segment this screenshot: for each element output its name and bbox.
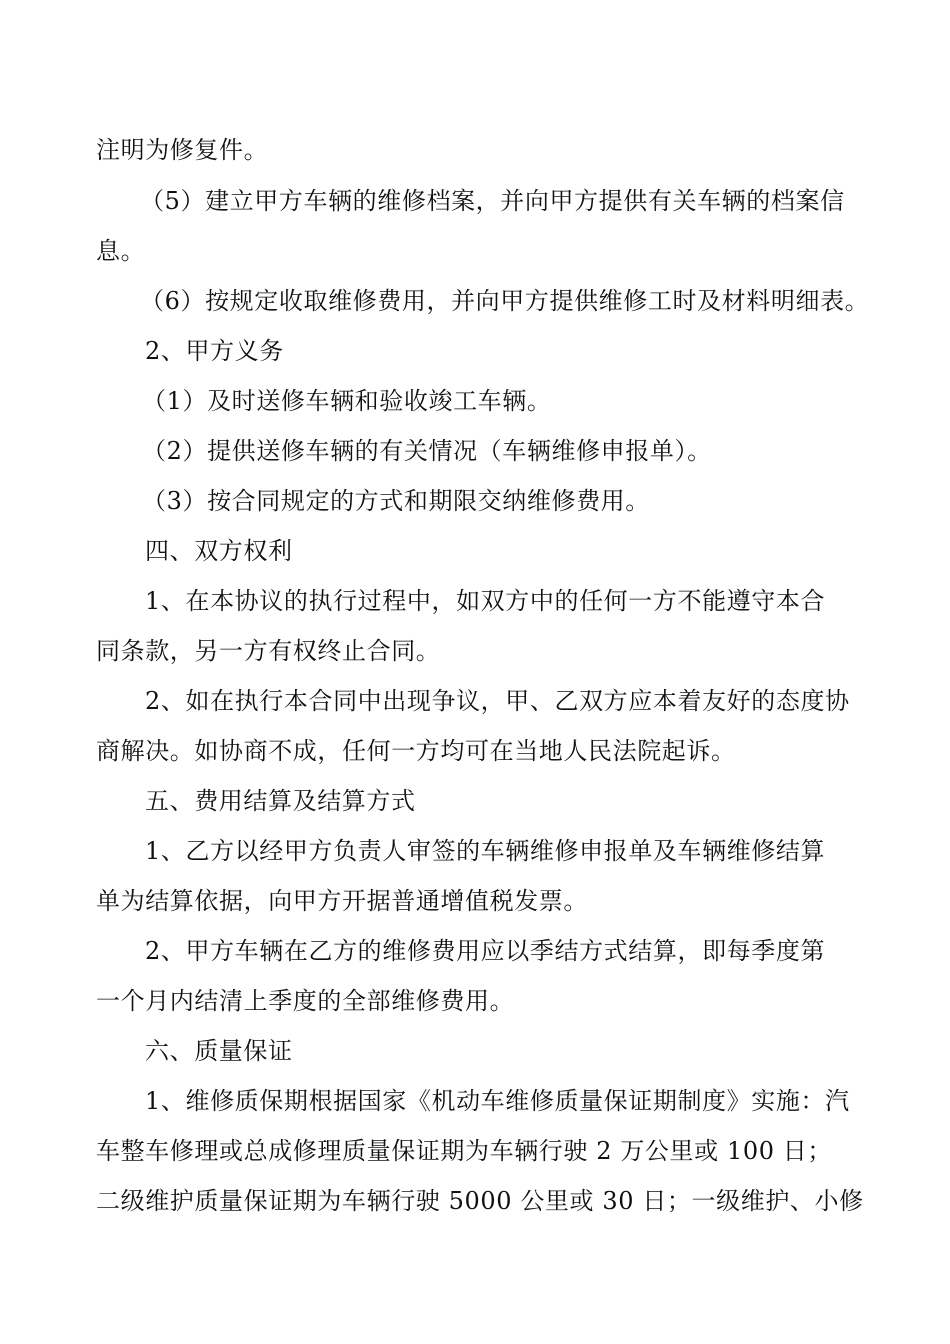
section-heading: 六、质量保证 <box>145 1037 293 1065</box>
text-line: 同条款，另一方有权终止合同。 <box>96 637 441 665</box>
text-line: 一个月内结清上季度的全部维修费用。 <box>96 987 515 1015</box>
text-line: 2、甲方车辆在乙方的维修费用应以季结方式结算，即每季度第 <box>145 937 826 965</box>
text-line: （5）建立甲方车辆的维修档案，并向甲方提供有关车辆的档案信 <box>140 187 845 215</box>
text-line: （1）及时送修车辆和验收竣工车辆。 <box>142 387 552 415</box>
text-line: 注明为修复件。 <box>96 136 269 164</box>
text-line: 1、乙方以经甲方负责人审签的车辆维修申报单及车辆维修结算 <box>145 837 826 865</box>
text-line: 车整车修理或总成修理质量保证期为车辆行驶 2 万公里或 100 日； <box>96 1137 832 1165</box>
text-line: （6）按规定收取维修费用，并向甲方提供维修工时及材料明细表。 <box>140 287 870 315</box>
text-line: 单为结算依据，向甲方开据普通增值税发票。 <box>96 887 588 915</box>
section-heading: 四、双方权利 <box>145 537 293 565</box>
section-heading: 2、甲方义务 <box>145 337 284 365</box>
text-line: 2、如在执行本合同中出现争议，甲、乙双方应本着友好的态度协 <box>145 687 850 715</box>
text-line: 息。 <box>96 237 146 265</box>
text-line: （2）提供送修车辆的有关情况（车辆维修申报单）。 <box>142 437 712 465</box>
text-line: 二级维护质量保证期为车辆行驶 5000 公里或 30 日；一级维护、小修 <box>96 1187 864 1215</box>
section-heading: 五、费用结算及结算方式 <box>145 787 416 815</box>
text-line: （3）按合同规定的方式和期限交纳维修费用。 <box>142 487 650 515</box>
text-line: 商解决。如协商不成，任何一方均可在当地人民法院起诉。 <box>96 737 736 765</box>
text-line: 1、在本协议的执行过程中，如双方中的任何一方不能遵守本合 <box>145 587 826 615</box>
text-line: 1、维修质保期根据国家《机动车维修质量保证期制度》实施：汽 <box>145 1087 850 1115</box>
